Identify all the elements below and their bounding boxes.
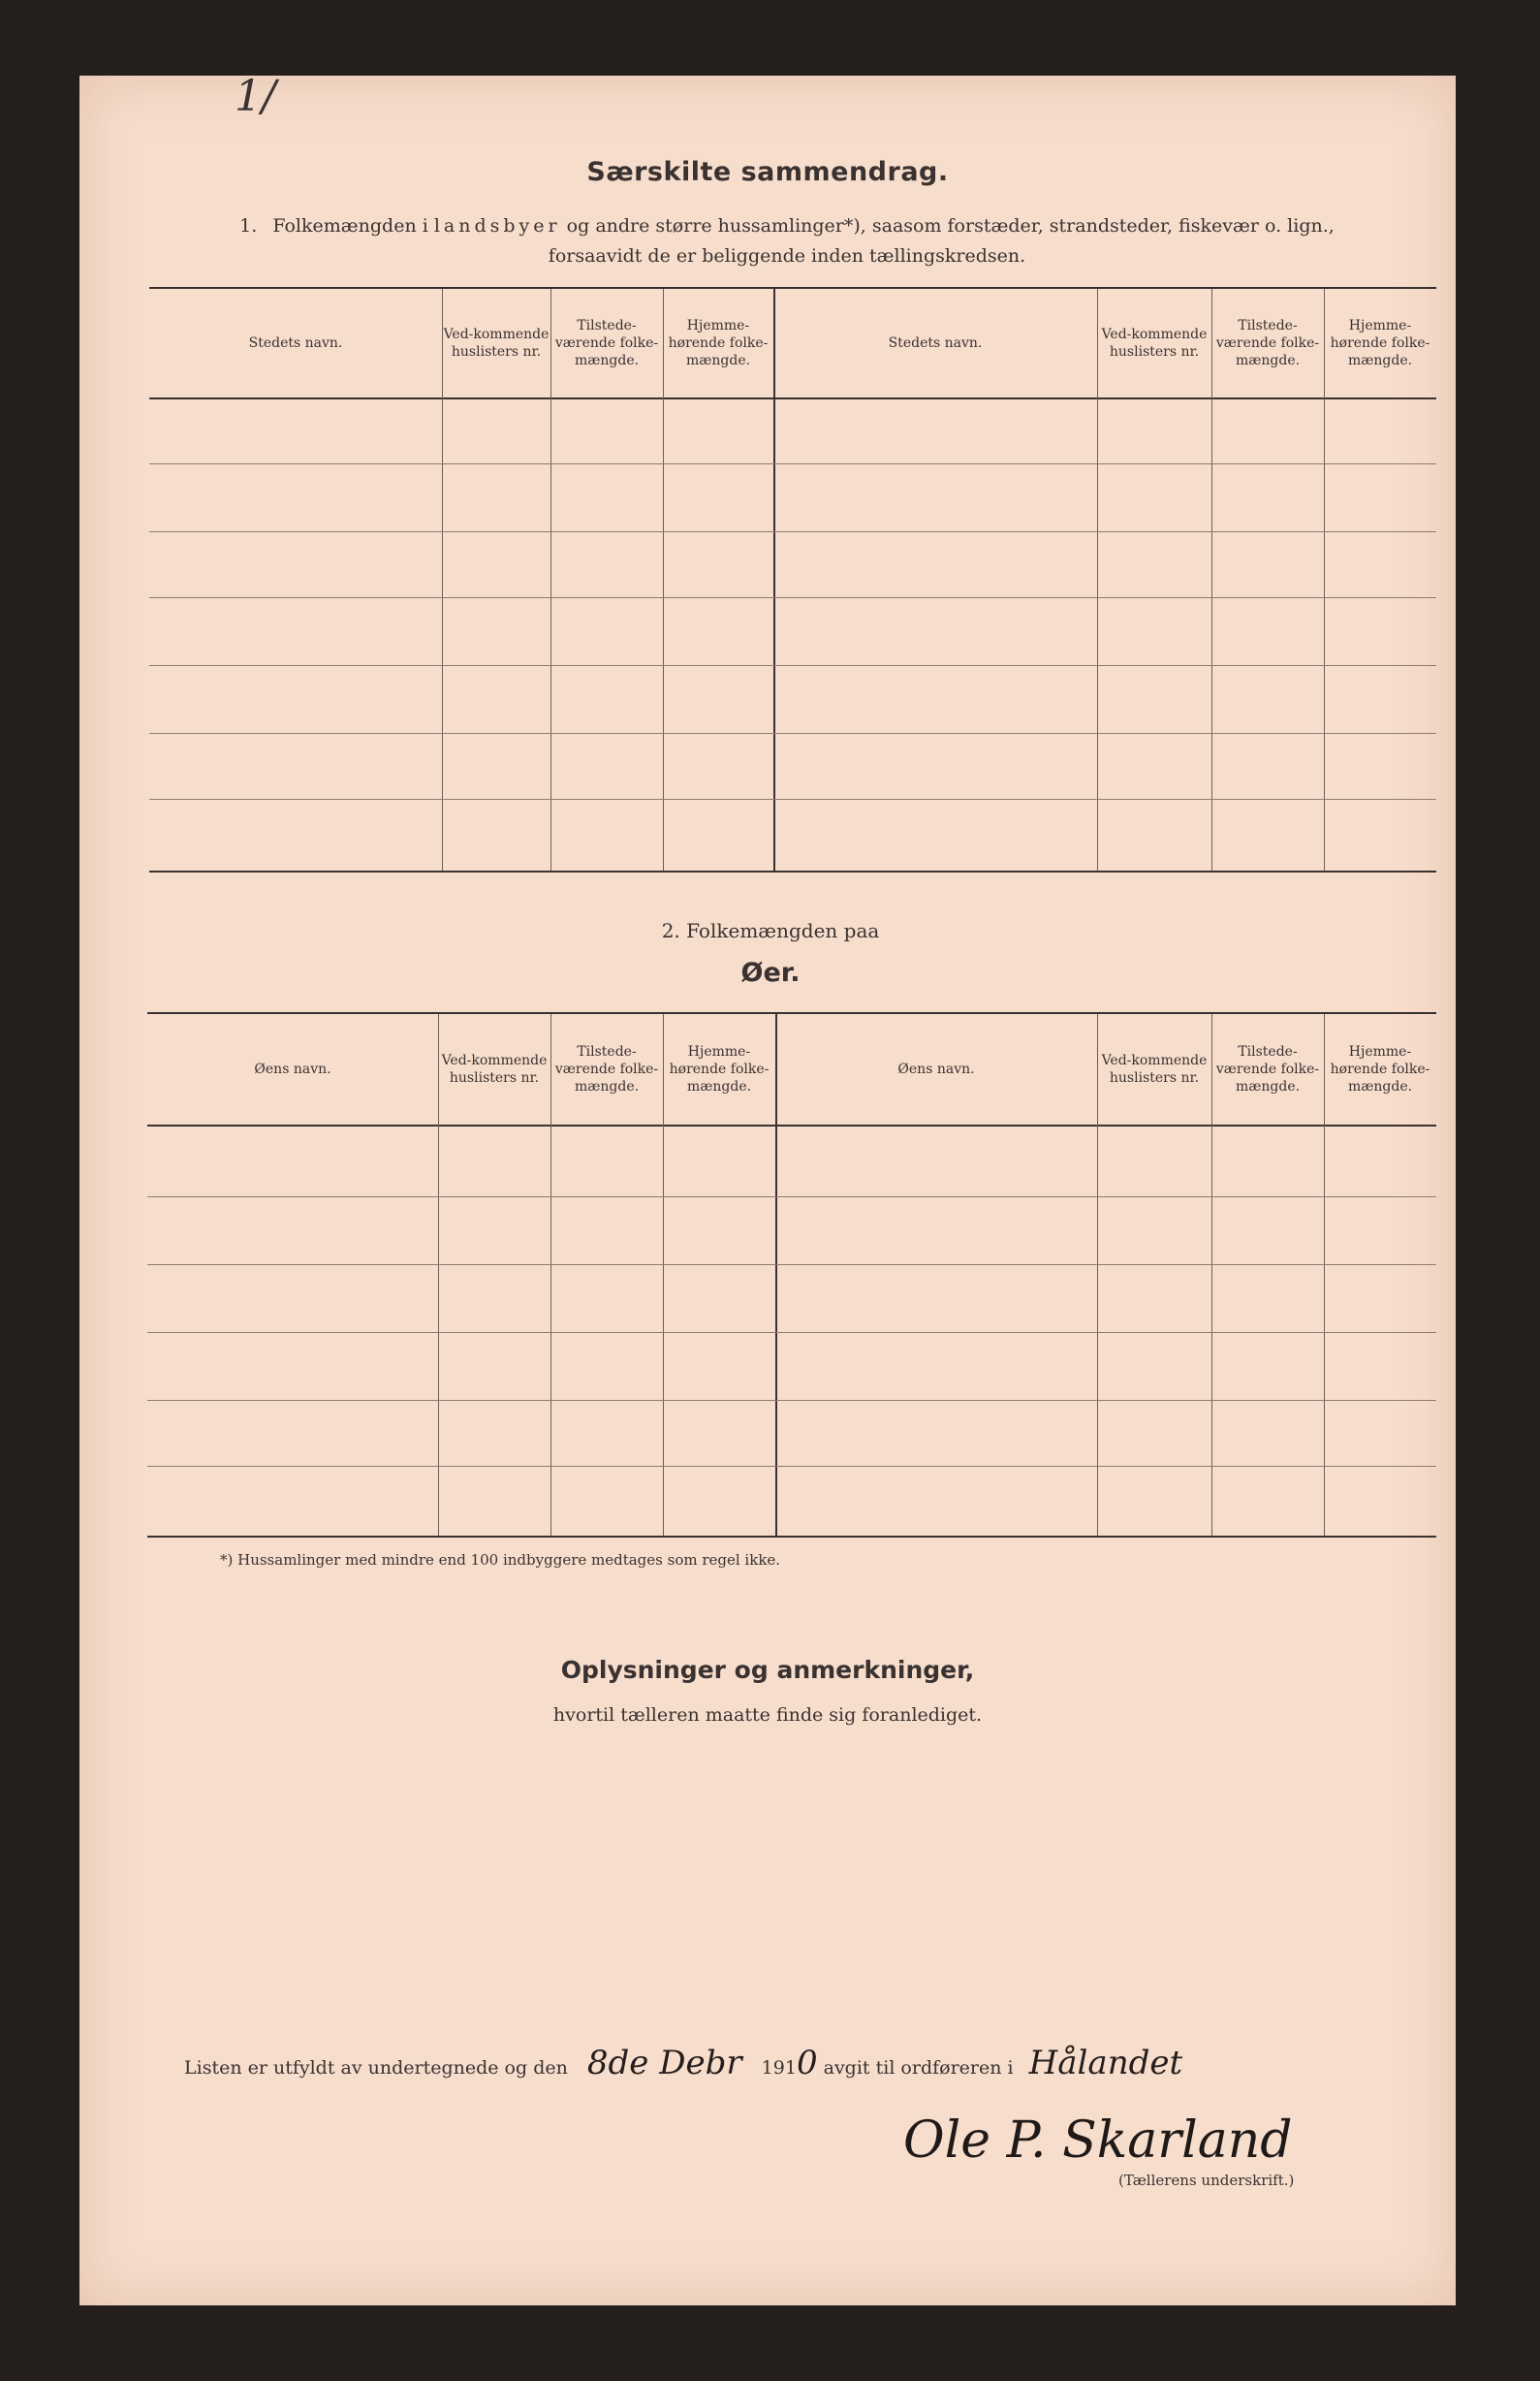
col-header: Øens navn. bbox=[897, 1062, 975, 1077]
section1-line2: forsaavidt de er beliggende inden tællingskredsen. bbox=[548, 245, 1026, 267]
page-title: Særskilte sammendrag. bbox=[586, 157, 949, 187]
census-form-page bbox=[79, 72, 1456, 2305]
col-header: Tilstede-værende folke-mængde. bbox=[1215, 1044, 1320, 1095]
signoff-line bbox=[184, 2044, 1182, 2082]
table-landsbyer bbox=[149, 287, 1436, 873]
signoff-text-b: avgit til ordføreren i bbox=[823, 2057, 1014, 2079]
section1-number: 1. bbox=[239, 215, 258, 237]
col-header: Hjemme-hørende folke-mængde. bbox=[1330, 1044, 1430, 1095]
col-header: Ved-kommende huslisters nr. bbox=[443, 327, 550, 360]
handwritten-date: 8de Debr bbox=[586, 2044, 742, 2082]
signature-caption: (Tællerens underskrift.) bbox=[1118, 2172, 1295, 2189]
col-header: Hjemme-hørende folke-mængde. bbox=[668, 318, 769, 368]
year-prefix: 191 bbox=[761, 2057, 797, 2079]
col-header: Tilstede-værende folke-mængde. bbox=[554, 318, 659, 368]
col-header: Tilstede-værende folke-mængde. bbox=[554, 1044, 659, 1095]
section2-heading: 2. Folkemængden paa bbox=[661, 919, 880, 942]
footnote: *) Hussamlinger med mindre end 100 indbyggere medtages som regel ikke. bbox=[220, 1551, 781, 1569]
table-header bbox=[147, 1014, 1436, 1127]
section1-text-spaced: landsbyer bbox=[433, 215, 561, 237]
table-header bbox=[149, 289, 1436, 399]
col-header: Ved-kommende huslisters nr. bbox=[1101, 1053, 1208, 1086]
handwritten-year: 0 bbox=[796, 2044, 818, 2082]
remarks-title: Oplysninger og anmerkninger, bbox=[560, 1656, 975, 1684]
col-header: Tilstede-værende folke-mængde. bbox=[1215, 318, 1320, 368]
handwritten-mark: 1/ bbox=[235, 72, 276, 121]
table-oer bbox=[147, 1012, 1436, 1538]
section1-intro bbox=[205, 211, 1368, 271]
col-header: Stedets navn. bbox=[248, 335, 343, 351]
remarks-subtitle: hvortil tælleren maatte finde sig foranlediget. bbox=[552, 1704, 983, 1726]
col-header: Stedets navn. bbox=[888, 335, 983, 351]
handwritten-place: Hålandet bbox=[1028, 2044, 1183, 2082]
enumerator-signature: Ole P. Skarland bbox=[903, 2111, 1293, 2170]
section1-text-a: Folkemængden i bbox=[272, 215, 428, 237]
col-header: Hjemme-hørende folke-mængde. bbox=[1330, 318, 1430, 368]
section2-title: Øer. bbox=[740, 958, 801, 988]
col-header: Øens navn. bbox=[254, 1062, 331, 1077]
section1-text-c: og andre større hussamlinger*), saasom forstæder, strandsteder, fiskevær o. lign., bbox=[566, 215, 1335, 237]
col-header: Hjemme-hørende folke-mængde. bbox=[669, 1044, 770, 1095]
signoff-text-a: Listen er utfyldt av undertegnede og den bbox=[184, 2057, 568, 2079]
col-header: Ved-kommende huslisters nr. bbox=[1101, 327, 1208, 360]
col-header: Ved-kommende huslisters nr. bbox=[441, 1053, 548, 1086]
